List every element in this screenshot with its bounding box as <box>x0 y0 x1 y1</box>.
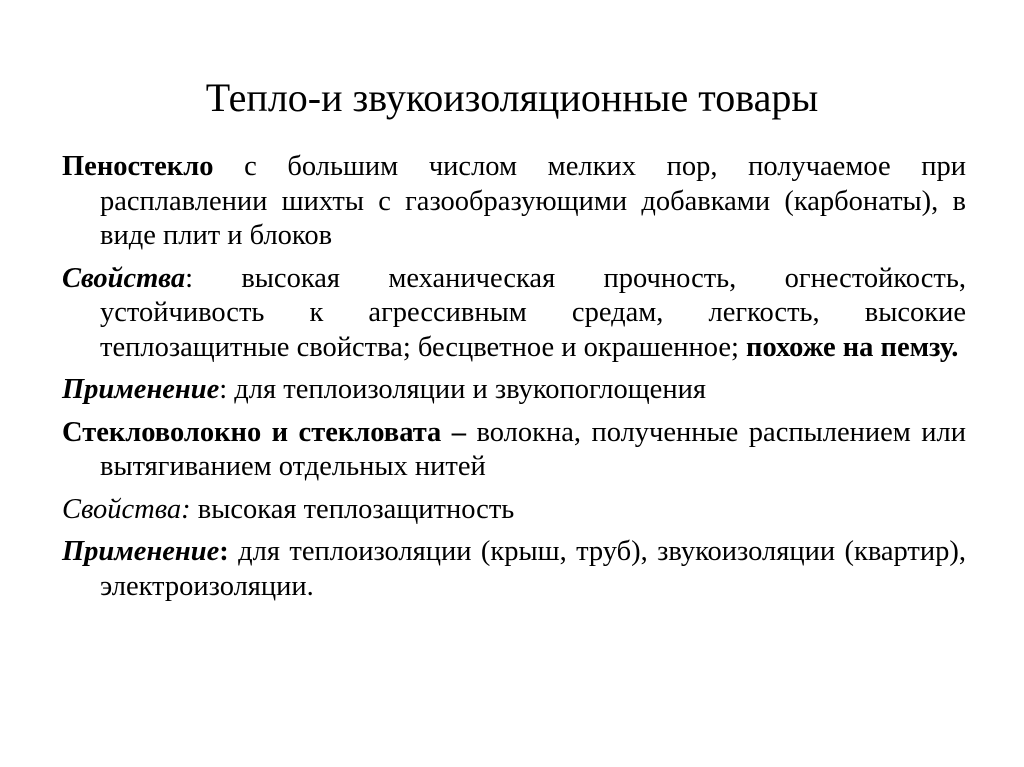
foam-glass-description: с большим числом мелких пор, получаемое при расплавлении шихты с газообразующими добавками (карбонаты), в виде плит и блоков <box>100 151 966 251</box>
label-properties: Свойства <box>62 262 186 294</box>
slide-title: Тепло-и звукоизоляционные товары <box>205 75 819 120</box>
paragraph-foam-glass-application <box>62 373 966 408</box>
glass-fiber-application-text: для теплоизоляции (крыш, труб), звукоизоляции (квартир), электроизоляции. <box>100 536 966 602</box>
term-glass-fiber: Стекловолокно и стекловата – <box>62 416 467 448</box>
label-colon: : <box>185 262 193 294</box>
paragraph-glass-fiber <box>62 416 966 485</box>
label-colon: : <box>219 536 229 567</box>
label-properties: Свойства: <box>62 493 191 525</box>
label-application: Применение <box>62 536 220 567</box>
foam-glass-application-text: : для теплоизоляции и звукопоглощения <box>219 374 706 405</box>
term-foam-glass: Пеностекло <box>62 151 214 182</box>
glass-fiber-description: волокна, полученные распылением или вытягиванием отдельных нитей <box>100 416 966 482</box>
paragraph-foam-glass <box>62 150 966 254</box>
label-application: Применение <box>62 374 220 405</box>
slide-body <box>62 150 966 604</box>
foam-glass-properties-text: высокая механическая прочность, огнестойкость, устойчивость к агрессивным средам, легкость, высокие теплозащитные свойства; бесцветное и окрашенное; <box>100 262 966 363</box>
glass-fiber-properties-text: высокая теплозащитность <box>190 493 515 525</box>
paragraph-glass-fiber-application <box>62 535 966 604</box>
paragraph-foam-glass-properties <box>62 262 966 366</box>
pumice-note: похоже на пемзу. <box>746 331 959 363</box>
paragraph-glass-fiber-properties <box>62 493 966 528</box>
